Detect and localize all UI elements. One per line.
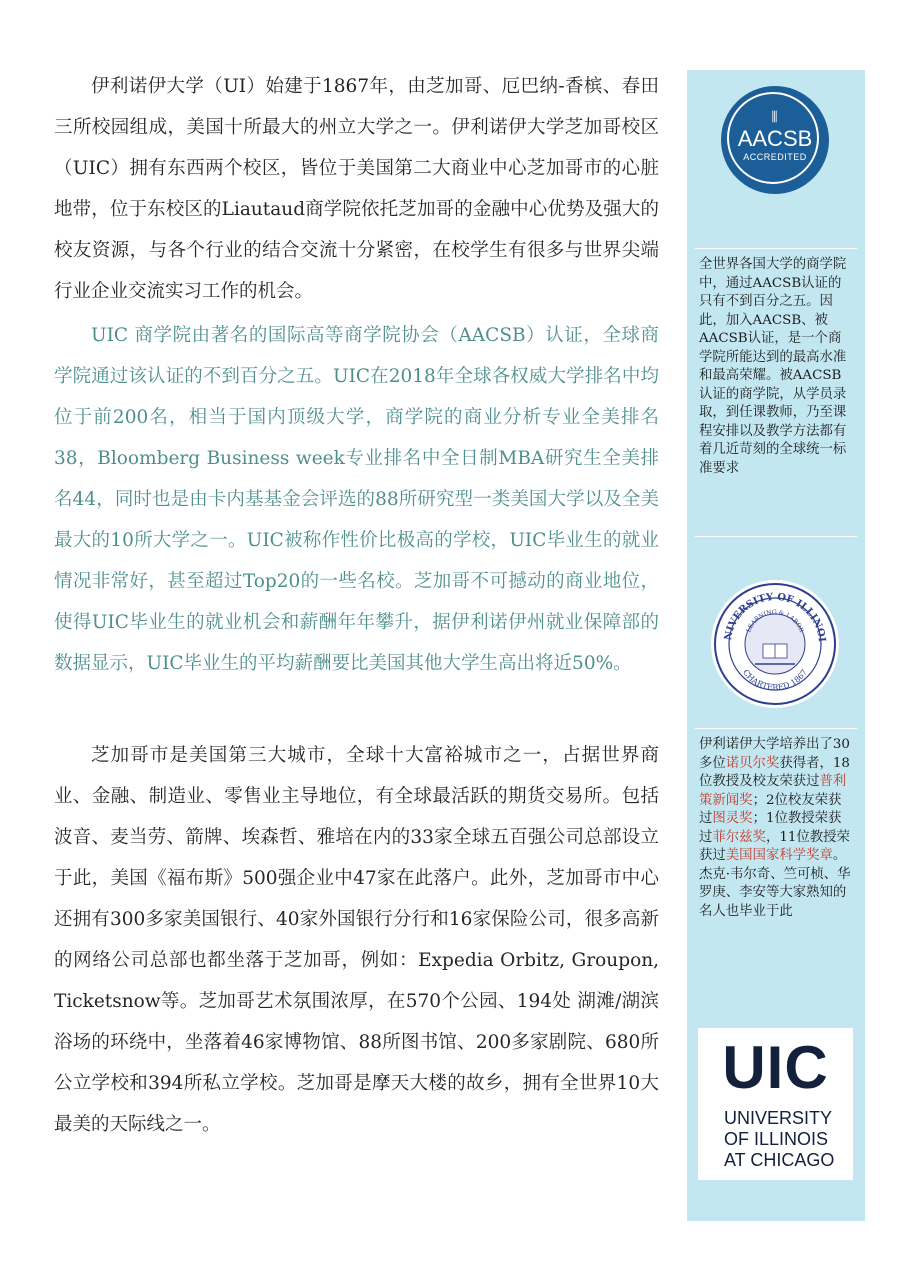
award-fields: 菲尔兹奖 <box>712 829 766 845</box>
award-turing: 图灵奖 <box>712 811 753 826</box>
seal-motto-text: LEARNING & LABOR <box>745 608 805 634</box>
seal-bottom-text: CHARTERED 1867 <box>740 667 810 693</box>
aacsb-logo <box>721 86 829 194</box>
paragraph-business-school: UIC 商学院由著名的国际高等商学院协会（AACSB）认证，全球商学院通过该认证的不到百分之五。UIC在2018年全球各权威大学排名中均位于前200名，相当于国内顶级大学，商学院的商业分析专业全美排名38，Bloomberg Business week专业排名中全日制MBA研究生全美排名44，同时也是由卡内基基金会评选的88所研究型一类美国大学以及全美最大的10所大学之一。UIC被称作性价比极高的学校，UIC毕业生的就业情况非常好，甚至超过Top20的一些名校。芝加哥不可撼动的商业地位，使得UIC毕业生的就业机会和薪酬年年攀升，据伊利诺伊州就业保障部的数据显示，UIC毕业生的平均薪酬要比美国其他大学生高出将近50%。 <box>54 325 659 674</box>
seal-icon <box>711 580 839 708</box>
alumni-note <box>699 736 853 921</box>
aacsb-sub: ACCREDITED <box>743 152 807 162</box>
award-science-medal: 美国国家科学奖章 <box>725 848 833 863</box>
alumni-text: 。杰克·韦尔奇、竺可桢、华罗庚、李安等大家熟知的名人也毕业于此 <box>699 848 851 919</box>
pillar-icon: ⫼ <box>771 110 779 125</box>
divider <box>695 536 857 537</box>
seal-top-text: NIVERSITY OF ILLINOI <box>723 591 827 643</box>
paragraph-chicago: 芝加哥市是美国第三大城市，全球十大富裕城市之一，占据世界商业、金融、制造业、零售业主导地位，有全球最活跃的期货交易所。包括波音、麦当劳、箭牌、埃森哲、雅培在内的33家全球五百强公司总部设立于此，美国《福布斯》500强企业中47家在此落户。此外，芝加哥市中心还拥有300多家美国银行、40家外国银行分行和16家保险公司，很多高新的网络公司总部也都坐落于芝加哥，例如：Expedia Orbitz, Groupon, Ticketsnow等。芝加哥艺术氛围浓厚，在570个公园、194处 湖滩/湖滨浴场的环绕中，坐落着46家博物馆、88所图书馆、200多家剧院、680所公立学校和394所私立学校。芝加哥是摩天大楼的故乡，拥有全世界10大最美的天际线之一。 <box>54 745 659 1135</box>
alumni-text: 伊利诺伊大学培养出了30多位 <box>699 737 850 771</box>
uic-logo <box>698 1028 853 1180</box>
uic-line-3: AT CHICAGO <box>724 1150 835 1170</box>
divider <box>695 248 857 249</box>
aacsb-note: 全世界各国大学的商学院中，通过AACSB认证的只有不到百分之五。因此，加入AACSB、被AACSB认证，是一个商学院所能达到的最高水准和最高荣耀。被AACSB认证的商学院，从学员录取，到任课教师，乃至课程安排以及教学方法都有着几近苛刻的全球统一标准要求 <box>699 257 847 476</box>
university-seal <box>711 580 839 708</box>
divider <box>695 728 857 729</box>
alumni-text: 获得者，18位教授及校友荣获过 <box>699 755 850 789</box>
alumni-text: ，11位教授荣获过 <box>699 829 850 863</box>
uic-line-2: OF ILLINOIS <box>724 1129 829 1149</box>
paragraph-ui-intro: 伊利诺伊大学（UI）始建于1867年，由芝加哥、厄巴纳-香槟、春田三所校园组成，美国十所最大的州立大学之一。伊利诺伊大学芝加哥校区（UIC）拥有东西两个校区，皆位于美国第二大商业中心芝加哥市的心脏地带，位于东校区的Liautaud商学院依托芝加哥的金融中心优势及强大的校友资源，与各个行业的结合交流十分紧密，在校学生有很多与世界尖端行业企业交流实习工作的机会。 <box>54 76 659 302</box>
alumni-text: ；2位校友荣获过 <box>699 792 842 826</box>
alumni-text: ；1位教授荣获过 <box>699 811 842 845</box>
uic-line-1: UNIVERSITY <box>724 1108 833 1128</box>
sidebar <box>687 70 865 1221</box>
uic-wordmark: UIC <box>722 1034 829 1101</box>
award-nobel: 诺贝尔奖 <box>725 755 780 771</box>
award-pulitzer: 普利策新闻奖 <box>699 774 847 808</box>
aacsb-word: AACSB <box>737 126 813 151</box>
